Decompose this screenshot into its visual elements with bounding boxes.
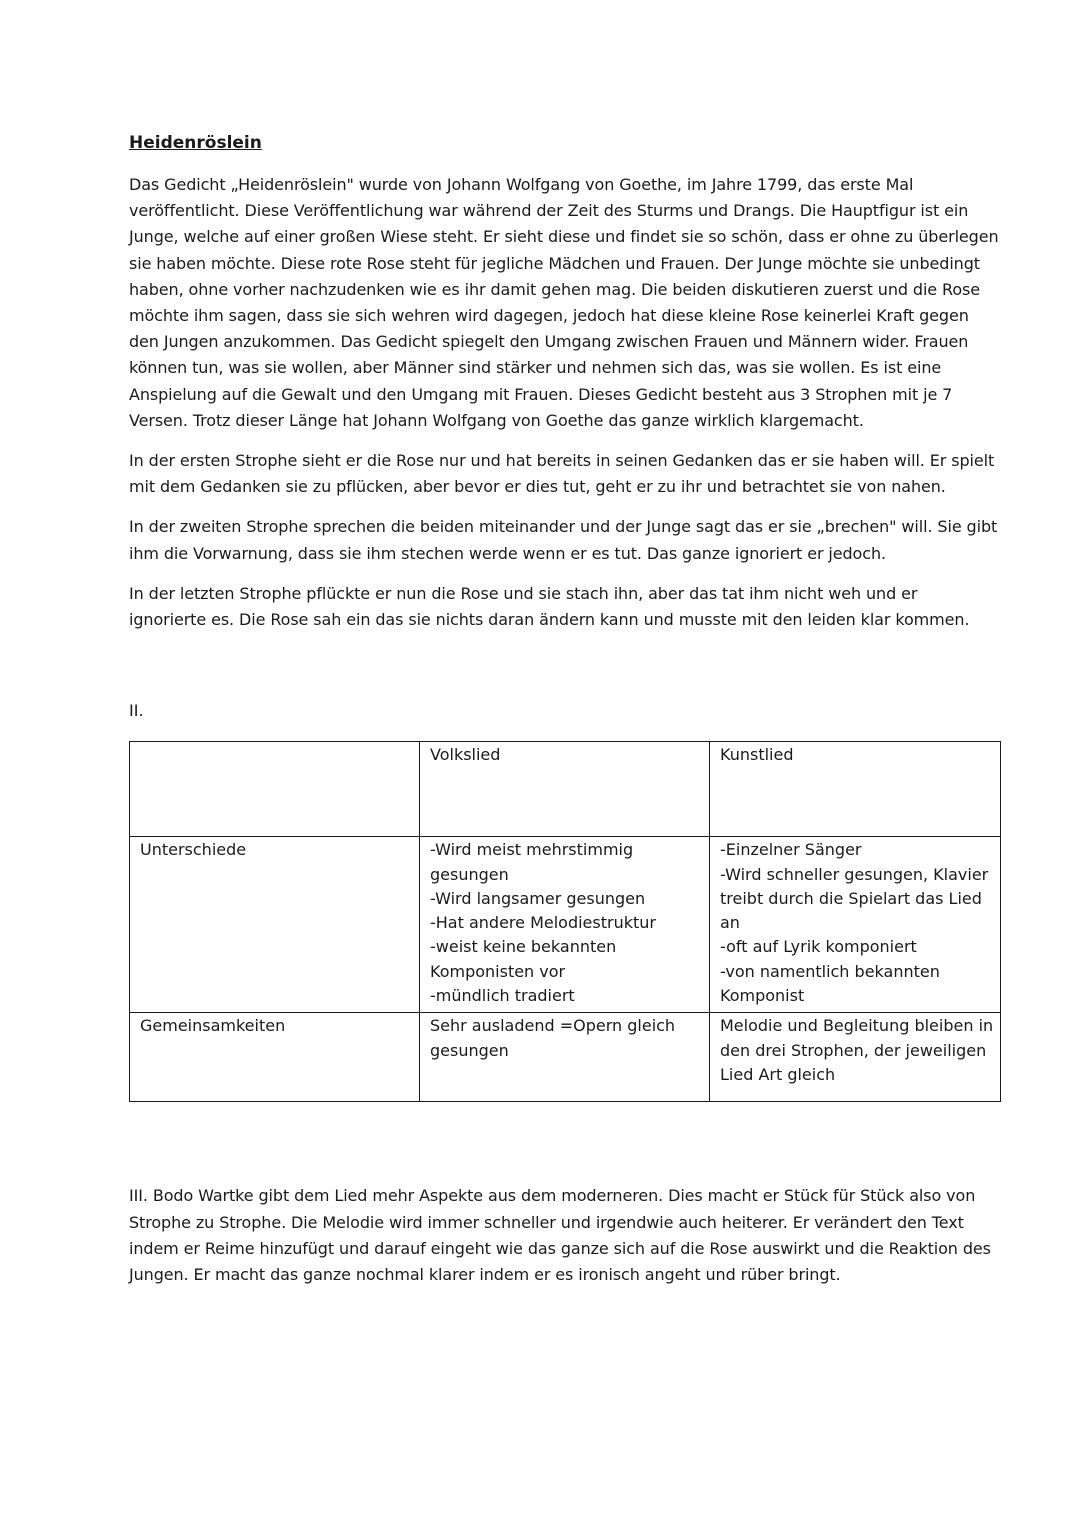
comparison-table	[129, 741, 1001, 1102]
section-three-paragraph: III. Bodo Wartke gibt dem Lied mehr Aspekte aus dem moderneren. Dies macht er Stück für Stück also von Strophe zu Strophe. Die Melodie wird immer schneller und irgendwie auch heiterer. Er verändert den Text indem er Reime hinzufügt und darauf eingeht wie das ganze sich auf die Rose auswirkt und die Reaktion des Jungen. Er macht das ganze nochmal klarer indem er es ironisch angeht und rüber bringt.	[129, 1186, 991, 1284]
intro-paragraph: Das Gedicht „Heidenröslein" wurde von Johann Wolfgang von Goethe, im Jahre 1799, das erste Mal veröffentlicht. Diese Veröffentlichung war während der Zeit des Sturms und Drangs. Die Hauptfigur ist ein Junge, welche auf einer großen Wiese steht. Er sieht diese und findet sie so schön, dass er ohne zu überlegen sie haben möchte. Diese rote Rose steht für jegliche Mädchen und Frauen. Der Junge möchte sie unbedingt haben, ohne vorher nachzudenken wie es ihr damit gehen mag. Die beiden diskutieren zuerst und die Rose möchte ihm sagen, dass sie sich wehren wird dagegen, jedoch hat diese kleine Rose keinerlei Kraft gegen den Jungen anzukommen. Das Gedicht spiegelt den Umgang zwischen Frauen und Männern wider. Frauen können tun, was sie wollen, aber Männer sind stärker und nehmen sich das, was sie wollen. Es ist eine Anspielung auf die Gewalt und den Umgang mit Frauen. Dieses Gedicht besteht aus 3 Strophen mit je 7 Versen. Trotz dieser Länge hat Johann Wolfgang von Goethe das ganze wirklich klargemacht.	[129, 175, 999, 430]
cell-line: -Einzelner Sänger	[720, 840, 862, 860]
cell-line: -Wird langsamer gesungen	[430, 888, 646, 908]
document-title: Heidenröslein	[129, 133, 262, 153]
cell-line: Melodie und Begleitung bleiben in den drei Strophen, der jeweiligen Lied Art gleich	[720, 1016, 994, 1084]
section-two-label: II.	[129, 701, 144, 721]
cell-line: -Hat andere Melodiestruktur	[430, 913, 656, 933]
cell-line: -Wird schneller gesungen, Klavier treibt durch die Spielart das Lied an	[720, 864, 989, 933]
first-stanza-paragraph: In der ersten Strophe sieht er die Rose nur und hat bereits in seinen Gedanken das er sie haben will. Er spielt mit dem Gedanken sie zu pflücken, aber bevor er dies tut, geht er zu ihr und betrachtet sie von nahen.	[129, 451, 995, 497]
cell-line: -von namentlich bekannten Komponist	[720, 961, 940, 1006]
second-stanza-paragraph: In der zweiten Strophe sprechen die beiden miteinander und der Junge sagt das er sie „brechen" will. Sie gibt ihm die Vorwarnung, dass sie ihm stechen werde wenn er es tut. Das ganze ignoriert er jedoch.	[129, 517, 998, 563]
cell-line: Sehr ausladend =Opern gleich gesungen	[430, 1016, 676, 1060]
unterschiede-kunstlied-cell	[710, 837, 1001, 1013]
cell-line: -oft auf Lyrik komponiert	[720, 937, 917, 957]
gemeinsamkeiten-kunstlied-cell	[710, 1013, 1001, 1102]
table-header-kunstlied: Kunstlied	[710, 742, 1001, 837]
gemeinsamkeiten-volkslied-cell	[420, 1013, 710, 1102]
cell-line: -Wird meist mehrstimmig gesungen	[430, 840, 634, 884]
document-content	[129, 131, 999, 1302]
table-header-volkslied: Volkslied	[420, 742, 710, 837]
cell-line: -weist keine bekannten Komponisten vor	[430, 937, 617, 981]
table-header-row	[130, 742, 1001, 837]
table-row	[130, 837, 1001, 1013]
unterschiede-volkslied-cell	[420, 837, 710, 1013]
row-label-unterschiede: Unterschiede	[130, 837, 420, 1013]
row-label-gemeinsamkeiten: Gemeinsamkeiten	[130, 1013, 420, 1102]
table-header-empty	[130, 742, 420, 837]
third-stanza-paragraph: In der letzten Strophe pflückte er nun die Rose und sie stach ihn, aber das tat ihm nicht weh und er ignorierte es. Die Rose sah ein das sie nichts daran ändern kann und musste mit den leiden klar kommen.	[129, 583, 970, 630]
cell-line: -mündlich tradiert	[430, 986, 575, 1006]
table-row	[130, 1013, 1001, 1102]
